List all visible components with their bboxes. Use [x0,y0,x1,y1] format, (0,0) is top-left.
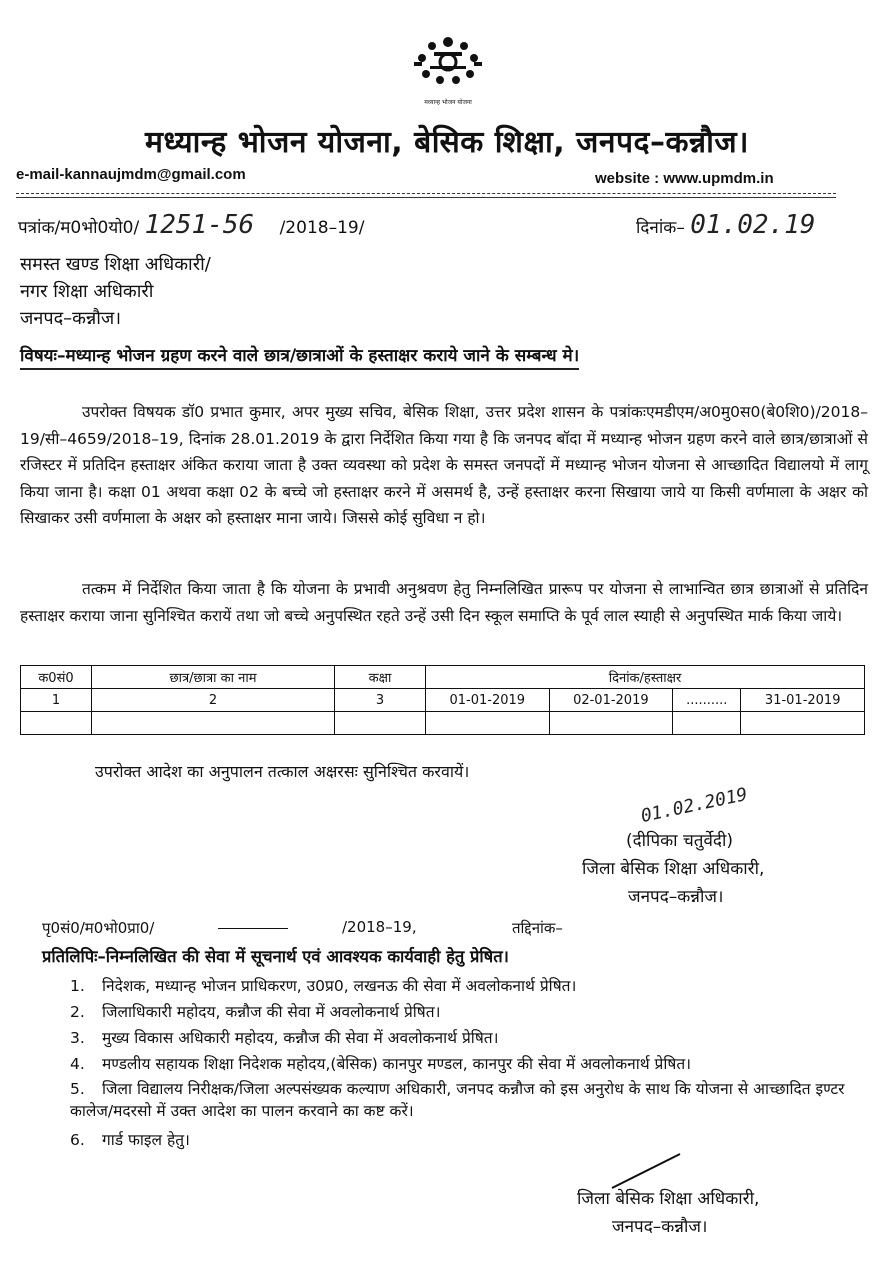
email-address: e-mail-kannaujmdm@gmail.com [16,166,246,183]
table-header-cell: कक्षा [335,666,426,689]
copy-heading: प्रतिलिपिः–निम्नलिखित की सेवा में सूचनार्थ एवं आवश्यक कार्यवाही हेतु प्रेषित। [42,947,509,966]
table-cell: 2 [92,689,335,712]
table-cell: 01-01-2019 [426,689,550,712]
footer-designation: जिला बेसिक शिक्षा अधिकारी, [577,1189,760,1209]
list-item [70,1128,870,1150]
copy-reference-prefix: पृ0सं0/म0भो0प्रा0/ [42,919,155,937]
list-item-number: 6. [70,1131,85,1149]
table-cell [335,712,426,735]
table-row [21,712,865,735]
table-row [21,689,865,712]
signature-stroke-icon [610,1150,690,1190]
list-item-number: 5. [70,1080,85,1098]
footer-place: जनपद–कन्नौज। [612,1217,708,1237]
body-paragraph-2: तत्कम में निर्देशित किया जाता है कि योजना के प्रभावी अनुश्रवण हेतु निम्नलिखित प्रारूप पर योजना से लाभान्वित छात्र छात्राओं से प्रतिदिन हस्ताक्षर कराया जाना सुनिश्चित करायें तथा जो बच्चे अनुपस्थित रहते उन्हें उसी दिन स्कूल समाप्ति के पूर्व लाल स्याही से अनुपस्थित मार्क किया जाये। [20,580,868,625]
logo-caption: मध्यान्ह भोजन योजना [424,99,472,106]
reference-prefix: पत्रांक/म0भो0यो0/ [18,218,140,238]
reference-number: 1251-56 [144,210,255,240]
letter-date [636,210,815,240]
website-address: website : www.upmdm.in [595,170,774,187]
date-value: 01.02.19 [690,210,816,240]
table-cell: 31-01-2019 [741,689,865,712]
table-cell [92,712,335,735]
addressee-line-2: नगर शिक्षा अधिकारी [20,281,154,302]
copy-reference-year: /2018–19, [342,918,417,936]
table-cell [21,712,92,735]
reference-year: /2018–19/ [279,218,365,238]
page-title: मध्यान्ह भोजन योजना, बेसिक शिक्षा, जनपद–कन्नौज। [144,125,749,160]
table-cell [673,712,741,735]
compliance-note: उपरोक्त आदेश का अनुपालन तत्काल अक्षरसः सुनिश्चित करवायें। [95,762,470,781]
list-item-text: जिला विद्यालय निरीक्षक/जिला अल्पसंख्यक कल्याण अधिकारी, जनपद कन्नौज को इस अनुरोध के साथ कि योजना से आच्छादित इण्टर कालेज/मदरसो में उक्त आदेश का पालन करवाने का कष्ट करें। [70,1080,845,1120]
table-header-row [21,666,865,689]
signatory-place: जनपद–कन्नौज। [628,887,724,907]
date-label: दिनांक– [636,218,685,238]
table-cell: 1 [21,689,92,712]
copy-reference-date-label: तद्दिनांक– [512,919,563,937]
copy-reference-blank-line [218,928,288,929]
signature-register-table [20,665,865,735]
list-item [70,1000,870,1022]
signature-scribble: 01.02.2019 [639,783,750,828]
list-item [70,974,870,996]
list-item-text: निदेशक, मध्यान्ह भोजन प्राधिकरण, उ0प्र0, लखनऊ की सेवा में अवलोकनार्थ प्रेषित। [102,977,577,995]
table-cell [741,712,865,735]
table-cell [549,712,673,735]
divider-dashed [16,193,836,194]
divider-solid [16,197,836,198]
list-item-number: 2. [70,1003,85,1021]
list-item-text: मण्डलीय सहायक शिक्षा निदेशक महोदय,(बेसिक) कानपुर मण्डल, कानपुर की सेवा में अवलोकनार्थ प्रेषित। [102,1055,692,1073]
list-item [70,1026,870,1048]
table-cell: 3 [335,689,426,712]
list-item [70,1052,870,1074]
list-item-number: 1. [70,977,85,995]
signatory-name: (दीपिका चतुर्वेदी) [626,831,733,851]
list-item-number: 4. [70,1055,85,1073]
table-cell: 02-01-2019 [549,689,673,712]
table-header-cell: क0सं0 [21,666,92,689]
list-item-text: गार्ड फाइल हेतु। [102,1131,190,1149]
list-item-text: जिलाधिकारी महोदय, कन्नौज की सेवा में अवलोकनार्थ प्रेषित। [102,1003,441,1021]
letter-subject: विषयः–मध्यान्ह भोजन ग्रहण करने वाले छात्र/छात्राओं के हस्ताक्षर कराये जाने के सम्बन्ध मे। [20,343,579,370]
body-paragraph-1: उपरोक्त विषयक डॉ0 प्रभात कुमार, अपर मुख्य सचिव, बेसिक शिक्षा, उत्तर प्रदेश शासन के पत्रांकःएमडीएम/अ0मु0स0(बे0शि0)/2018–19/सी–4659/2018–19, दिनांक 28.01.2019 के द्वारा निर्देशित किया गया है कि जनपद बॉदा में मध्यान्ह भोजन ग्रहण करने वाले छात्र/छात्राओं से रजिस्टर में प्रतिदिन हस्ताक्षर अंकित कराया जाता है उक्त व्यवस्था को प्रदेश के समस्त जनपदों में मध्यान्ह भोजन योजना से आच्छादित विद्यालयो में लागू किया जाना है। कक्षा 01 अथवा कक्षा 02 के बच्चे जो हस्ताक्षर करने में असमर्थ है, उन्हें हस्ताक्षर करना सिखाया जाये या किसी वर्णमाला के अक्षर को सिखाकर उसी वर्णमाला के अक्षर को हस्ताक्षर माना जाये। जिससे कोई सुविधा न हो। [20,403,868,527]
table-header-cell: दिनांक/हस्ताक्षर [426,666,865,689]
addressee-line-1: समस्त खण्ड शिक्षा अधिकारी/ [20,254,211,275]
addressee-line-3: जनपद–कन्नौज। [20,308,122,329]
list-item-text: मुख्य विकास अधिकारी महोदय, कन्नौज की सेवा में अवलोकनार्थ प्रेषित। [102,1029,499,1047]
table-cell [426,712,550,735]
letter-reference [18,210,364,240]
signatory-designation: जिला बेसिक शिक्षा अधिकारी, [582,859,765,879]
table-cell: .......... [673,689,741,712]
table-header-cell: छात्र/छात्रा का नाम [92,666,335,689]
list-item-number: 3. [70,1029,85,1047]
list-item [70,1078,870,1122]
